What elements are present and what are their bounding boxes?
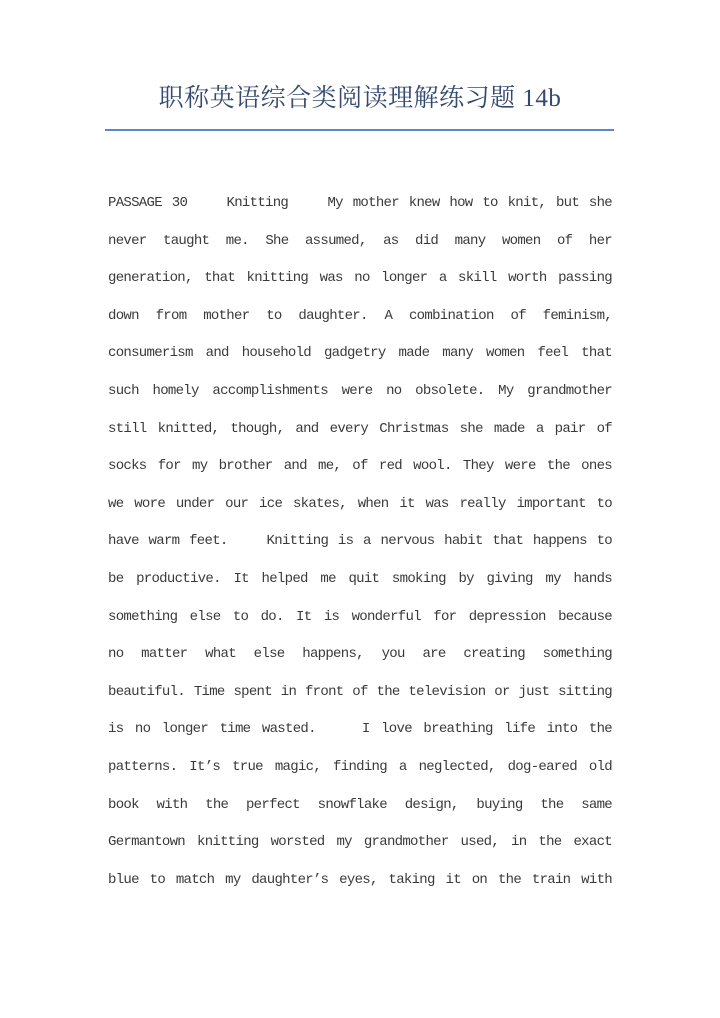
title-divider [105, 129, 614, 131]
passage-line: consumerism and household gadgetry made many women feel that [108, 345, 612, 362]
passage-line: something else to do. It is wonderful for depression because [108, 608, 612, 625]
document-title: 职称英语综合类阅读理解练习题 14b [158, 85, 562, 112]
passage-line: is no longer time wasted. I love breathing life into the [108, 721, 612, 738]
passage-line: socks for my brother and me, of red wool. They were the ones [108, 458, 612, 475]
passage-line: down from mother to daughter. A combination of feminism, [108, 307, 612, 324]
passage-line: Germantown knitting worsted my grandmother used, in the exact [108, 834, 612, 851]
passage-line: no matter what else happens, you are creating something [108, 646, 612, 663]
passage-line: generation, that knitting was no longer a skill worth passing [108, 270, 612, 287]
passage-body [108, 185, 612, 899]
passage-line: book with the perfect snowflake design, buying the same [108, 796, 612, 813]
passage-line: be productive. It helped me quit smoking by giving my hands [108, 570, 612, 587]
passage-line: patterns. It’s true magic, finding a neglected, dog-eared old [108, 758, 612, 775]
passage-line: PASSAGE 30 Knitting My mother knew how to knit, but she [108, 195, 612, 211]
passage-line: have warm feet. Knitting is a nervous habit that happens to [108, 533, 612, 550]
passage-line: beautiful. Time spent in front of the television or just sitting [108, 683, 612, 700]
passage-line: never taught me. She assumed, as did many women of her [108, 232, 612, 249]
passage-line: such homely accomplishments were no obsolete. My grandmother [108, 382, 612, 399]
passage-line: we wore under our ice skates, when it was really important to [108, 495, 612, 512]
passage-line: blue to match my daughter’s eyes, taking it on the train with [108, 871, 612, 888]
passage-line: still knitted, though, and every Christmas she made a pair of [108, 420, 612, 437]
